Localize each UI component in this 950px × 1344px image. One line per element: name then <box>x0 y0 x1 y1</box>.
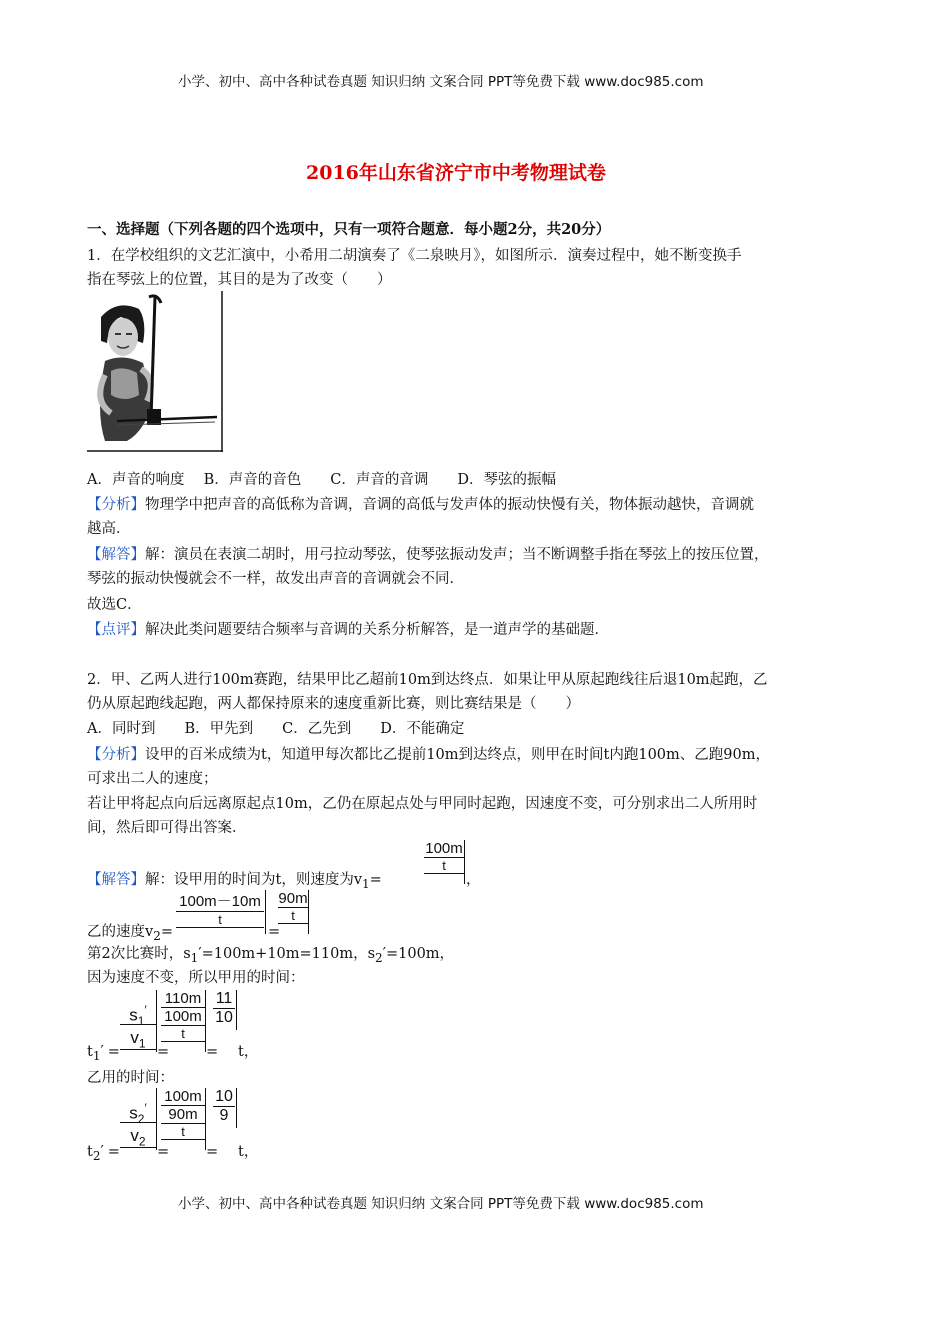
q2-stem-line2: 仍从原起跑线起跑，两人都保持原来的速度重新比赛，则比赛结果是（ ） <box>87 696 580 712</box>
q1-stem-line1: 1．在学校组织的文艺汇演中，小希用二胡演奏了《二泉映月》，如图所示．演奏过程中，她不断变换手 <box>87 248 742 264</box>
equals-sign: = <box>268 924 281 940</box>
prime-mark: ′ <box>100 1144 104 1160</box>
q2-analysis-line4: 间，然后即可得出答案． <box>87 820 247 836</box>
answer-tag: 【解答】 <box>87 547 145 563</box>
fraction-denominator: t <box>161 1124 205 1140</box>
s2-subscript: 2 <box>137 1112 145 1127</box>
fraction-rule <box>156 1088 157 1150</box>
v1-subscript: 1 <box>138 1036 146 1051</box>
v2-subscript: 2 <box>153 928 161 943</box>
t-letter: t <box>87 1144 93 1160</box>
q1-answer-line1 <box>87 545 769 565</box>
fraction-numerator: 110m <box>161 990 205 1008</box>
analysis-tag: 【分析】 <box>87 497 145 513</box>
equals-sign: = <box>107 1144 120 1160</box>
fraction-s1-v1 <box>120 990 156 1050</box>
s-letter: s <box>129 1103 138 1123</box>
q2-v2-line <box>87 922 173 946</box>
q1-answer-text: 解：演员在表演二胡时，用弓拉动琴弦，使琴弦振动发声；当不断调整手指在琴弦上的按压位置， <box>145 547 769 563</box>
v-letter: v <box>130 1028 139 1047</box>
fraction-v1 <box>424 840 464 874</box>
answer-tag: 【解答】 <box>87 872 145 888</box>
fraction-v2-a <box>176 890 264 928</box>
t-comma: t， <box>238 1044 259 1060</box>
fraction-denominator: t <box>161 1026 205 1042</box>
fraction-middle: 90m <box>161 1106 205 1124</box>
v2-subscript: 2 <box>138 1134 146 1149</box>
fraction-middle: 100m <box>161 1008 205 1026</box>
fraction-s2-v2 <box>120 1088 156 1148</box>
q1-analysis-line2: 越高． <box>87 521 131 537</box>
fraction-numerator: 10 <box>213 1088 235 1107</box>
fraction-numerator: 11 <box>213 990 235 1009</box>
prime-mark: ′ <box>144 1101 147 1115</box>
fraction-denominator: 9 <box>219 1107 229 1124</box>
fraction-10-9 <box>213 1088 235 1125</box>
comma: ， <box>466 872 481 888</box>
s2-subscript: 2 <box>375 950 383 965</box>
fraction-11-10 <box>213 990 235 1027</box>
t2-subscript: 2 <box>92 1148 101 1163</box>
fraction-denominator: t <box>278 908 308 924</box>
equals-sign: = <box>160 924 173 940</box>
fraction-denominator: t <box>424 858 464 874</box>
prime-mark: ′ <box>144 1003 147 1017</box>
analysis-tag: 【分析】 <box>87 747 145 763</box>
second-race-end: ′=100m， <box>382 946 455 962</box>
fraction-rule <box>205 1088 206 1150</box>
fraction-rule <box>265 890 266 934</box>
fraction-rule <box>236 1088 237 1128</box>
q1-comment-line <box>87 620 609 640</box>
second-race-text: 第2次比赛时，s <box>87 946 191 962</box>
equals-sign: = <box>369 872 382 888</box>
v1-subscript: 1 <box>362 876 370 891</box>
q1-answer-line2: 琴弦的振动快慢就会不一样，故发出声音的音调就会不同． <box>87 571 464 587</box>
s1-subscript: 1 <box>190 950 199 965</box>
prime-mark: ′ <box>100 1044 104 1060</box>
q2-stem-line1: 2．甲、乙两人进行100m赛跑，结果甲比乙超前10m到达终点．如果让甲从原起跑线往后退10m起跑，乙 <box>87 672 768 688</box>
t-letter: t <box>87 1044 93 1060</box>
equals-sign: = <box>206 1044 219 1060</box>
fraction-rule <box>308 890 309 934</box>
q1-analysis-text: 物理学中把声音的高低称为音调，音调的高低与发声体的振动快慢有关，物体振动越快，音调就 <box>145 497 754 513</box>
section-heading: 一、选择题（下列各题的四个选项中，只有一项符合题意．每小题2分，共20分） <box>87 221 611 238</box>
q1-comment-text: 解决此类问题要结合频率与音调的关系分析解答，是一道声学的基础题． <box>145 622 609 638</box>
s1-subscript: 1 <box>137 1014 145 1029</box>
q1-options: A．声音的响度 B．声音的音色 C．声音的音调 D．琴弦的振幅 <box>87 472 556 488</box>
t1-equation-line <box>87 1042 120 1066</box>
equals-sign: = <box>157 1144 170 1160</box>
s-letter: s <box>129 1005 138 1025</box>
fraction-numerator: 90m <box>278 890 308 907</box>
q2-analysis-line2: 可求出二人的速度； <box>87 771 218 787</box>
page-title: 2016年山东省济宁市中考物理试卷 <box>306 162 606 184</box>
q2-second-race <box>87 944 454 968</box>
fraction-rule <box>236 990 237 1030</box>
equals-sign: = <box>157 1044 170 1060</box>
second-race-mid: ′=100m+10m=110m，s <box>198 946 376 962</box>
fraction-denominator: t <box>176 912 264 928</box>
erhu-player-figure <box>87 291 223 452</box>
q1-stem-line2: 指在琴弦上的位置，其目的是为了改变（ ） <box>87 272 392 288</box>
fraction-100-over-90t <box>161 1088 205 1140</box>
fraction-rule <box>464 840 465 884</box>
q2-jia-time-label: 因为速度不变，所以甲用的时间： <box>87 970 305 986</box>
t2-equation-line <box>87 1142 120 1166</box>
fraction-numerator: 100m <box>161 1088 205 1106</box>
t1-subscript: 1 <box>92 1048 101 1063</box>
q2-analysis-line1 <box>87 745 770 765</box>
q1-choice: 故选C． <box>87 597 142 613</box>
equals-sign: = <box>206 1144 219 1160</box>
fraction-110-over-100t <box>161 990 205 1042</box>
v2-prefix: 乙的速度v <box>87 924 154 940</box>
v1-denominator <box>120 1025 156 1050</box>
comment-tag: 【点评】 <box>87 622 145 638</box>
q2-answer-text: 解：设甲用的时间为t，则速度为v <box>145 872 363 888</box>
fraction-denominator: 10 <box>215 1009 233 1026</box>
q2-analysis-line3: 若让甲将起点向后远离原起点10m，乙仍在原起点处与甲同时起跑，因速度不变，可分别求出二人所用时 <box>87 796 758 812</box>
q2-options: A．同时到 B．甲先到 C．乙先到 D．不能确定 <box>87 721 465 737</box>
fraction-v2-b <box>278 890 308 924</box>
page-header: 小学、初中、高中各种试卷真题 知识归纳 文案合同 PPT等免费下载 www.doc985.com <box>178 74 704 90</box>
s2-prime-numerator <box>120 1088 156 1127</box>
equals-sign: = <box>107 1044 120 1060</box>
fraction-numerator: 100m <box>425 840 463 857</box>
v2-denominator <box>120 1123 156 1148</box>
t-comma: t， <box>238 1144 259 1160</box>
q1-analysis-line1 <box>87 495 754 515</box>
v-letter: v <box>130 1126 139 1145</box>
s1-prime-numerator <box>120 990 156 1029</box>
fraction-numerator: 100m－10m <box>176 890 264 912</box>
page-footer: 小学、初中、高中各种试卷真题 知识归纳 文案合同 PPT等免费下载 www.doc985.com <box>178 1196 704 1212</box>
q2-yi-time-label: 乙用的时间： <box>87 1070 174 1086</box>
q2-analysis-text: 设甲的百米成绩为t，知道甲每次都比乙提前10m到达终点，则甲在时间t内跑100m、乙跑90m， <box>145 747 770 763</box>
